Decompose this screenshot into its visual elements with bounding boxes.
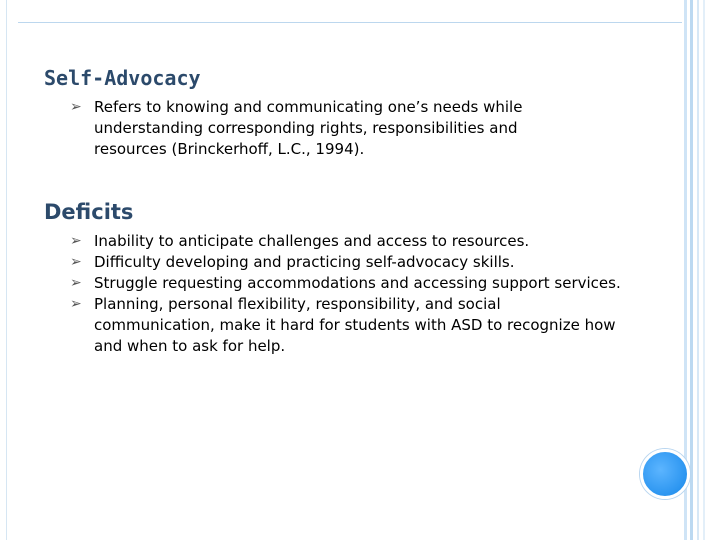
section-heading-deficits: Deficits [44,200,134,224]
list-item-text: Inability to anticipate challenges and access to resources. [94,232,530,250]
circle-decoration-icon [640,449,690,499]
top-divider-line [18,22,682,23]
arrow-bullet-icon: ➢ [70,233,82,249]
list-item-text: Struggle requesting accommodations and accessing support services. [94,274,621,292]
arrow-bullet-icon: ➢ [70,254,82,270]
list-item [70,273,624,294]
list-item-text: Planning, personal flexibility, responsibility, and social communication, make it hard for students with ASD to recognize how and when to ask for help. [94,295,616,355]
list-item [70,231,624,252]
list-item [70,252,624,273]
left-border-line [6,0,7,540]
list-item [70,294,624,357]
arrow-bullet-icon: ➢ [70,296,82,312]
section-heading-self-advocacy: Self-Advocacy [44,66,201,90]
self-advocacy-list [70,97,574,160]
deficits-list [70,231,624,357]
right-rail-3 [697,0,699,540]
list-item-text: Refers to knowing and communicating one’s needs while understanding corresponding rights, responsibilities and resources (Brinckerhoff, L.C., 1994). [94,98,523,158]
arrow-bullet-icon: ➢ [70,99,82,115]
right-rail-4 [703,0,705,540]
right-rail-2 [690,0,693,540]
list-item-text: Difficulty developing and practicing self-advocacy skills. [94,253,515,271]
list-item [70,97,574,160]
arrow-bullet-icon: ➢ [70,275,82,291]
